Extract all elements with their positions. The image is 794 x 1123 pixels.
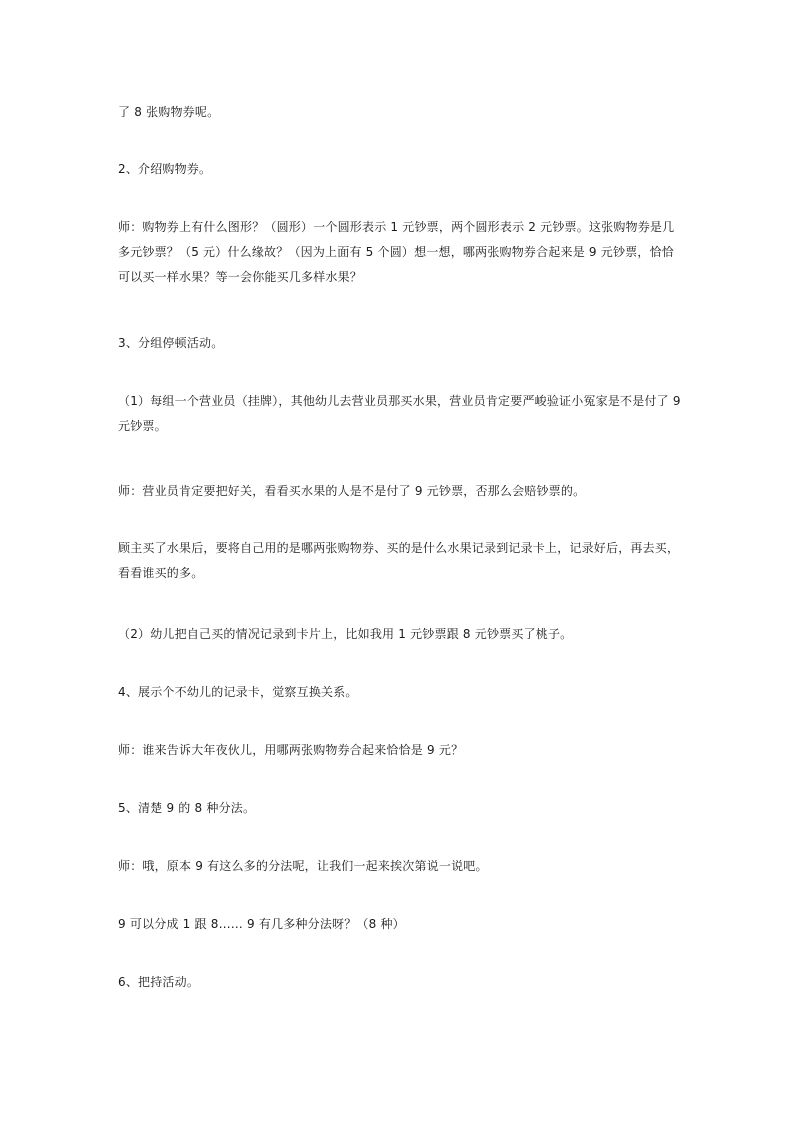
step-2-heading: 2、介绍购物券。 [118, 162, 212, 176]
group-activity-paragraph: （1）每组一个营业员（挂牌），其他幼儿去营业员那买水果，营业员肯定要严峻验证小冤家是不是付了 9 元钞票。 [118, 394, 681, 433]
step-4-heading: 4、展示个不幼儿的记录卡，觉察互换关系。 [118, 685, 358, 699]
teacher-methods-paragraph: 师：哦，原本 9 有这么多的分法呢，让我们一起来挨次第说一说吧。 [118, 859, 488, 873]
step-5-heading: 5、清楚 9 的 8 种分法。 [118, 801, 256, 815]
paragraph-continuation: 了 8 张购物券呢。 [118, 105, 220, 119]
step-6-heading: 6、把持活动。 [118, 975, 200, 989]
split-methods-paragraph: 9 可以分成 1 跟 8…… 9 有几多种分法呀？（8 种） [118, 917, 405, 931]
teacher-question-paragraph: 师：购物券上有什么图形？（圆形）一个圆形表示 1 元钞票，两个圆形表示 2 元钞票。这张购物券是几多元钞票？（5 元）什么缘故？（因为上面有 5 个圆）想一想，哪两张购物券合起来是 9 元钞票，恰恰可以买一样水果？等一会你能买几多样水果？ [118, 220, 675, 284]
teacher-ask-paragraph: 师：谁来告诉大年夜伙儿，用哪两张购物券合起来恰恰是 9 元？ [118, 743, 464, 757]
customer-record-paragraph: 顾主买了水果后，要将自己用的是哪两张购物券、买的是什么水果记录到记录卡上，记录好后，再去买，看看谁买的多。 [118, 541, 680, 580]
teacher-cashier-paragraph: 师：营业员肯定要把好关，看看买水果的人是不是付了 9 元钞票，否那么会赔钞票的。 [118, 484, 586, 498]
step-3-heading: 3、分组停顿活动。 [118, 336, 224, 350]
child-record-paragraph: （2）幼儿把自己买的情况记录到卡片上，比如我用 1 元钞票跟 8 元钞票买了桃子。 [118, 627, 573, 641]
